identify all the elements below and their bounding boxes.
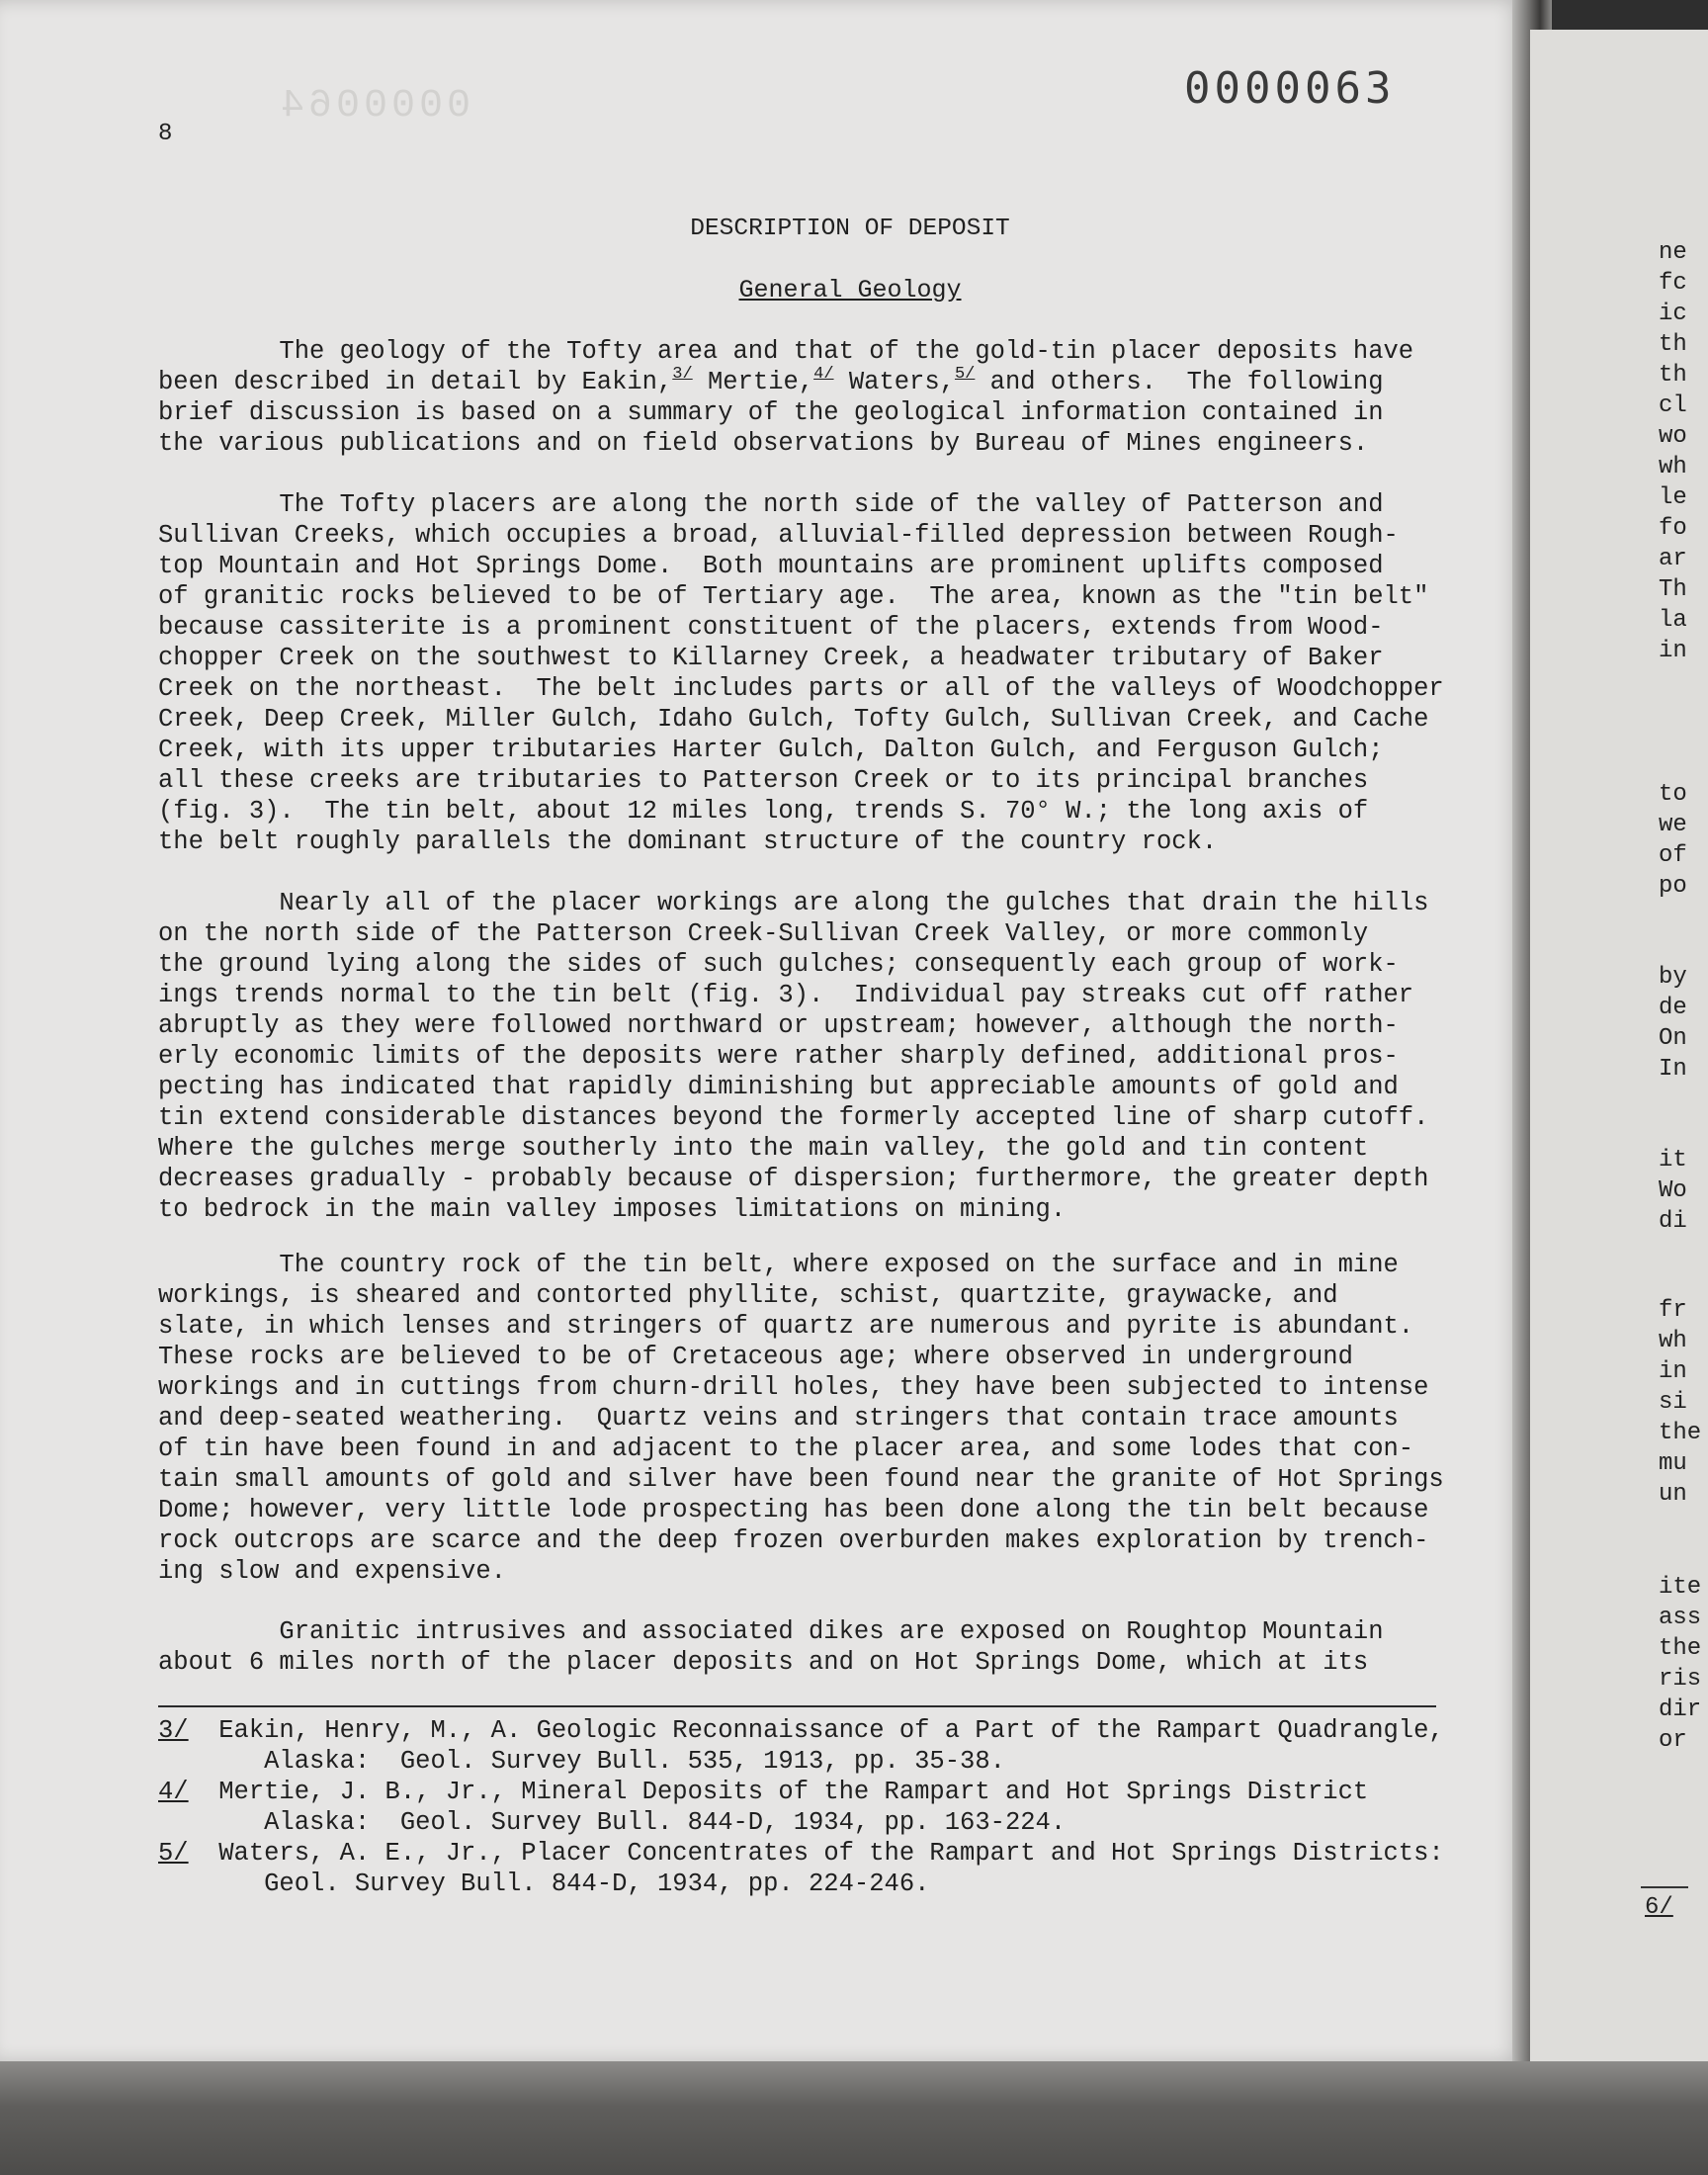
text-line: pecting has indicated that rapidly diminishing but appreciable amounts of gold and: [158, 1073, 1399, 1101]
text-line: of tin have been found in and adjacent to the placer area, and some lodes that con-: [158, 1435, 1414, 1463]
text-line: Creek, with its upper tributaries Harter Gulch, Dalton Gulch, and Ferguson Gulch;: [158, 736, 1384, 764]
text-line: erly economic limits of the deposits were rather sharply defined, additional pros-: [158, 1042, 1399, 1071]
footnote-rule: [158, 1705, 1436, 1707]
ghost-stamp: 0000064: [277, 84, 471, 129]
footnote-reference: 5/: [954, 365, 976, 384]
text-line: (fig. 3). The tin belt, about 12 miles long, trends S. 70° W.; the long axis of: [158, 797, 1369, 826]
text-line: the ground lying along the sides of such gulches; consequently each group of work-: [158, 950, 1399, 979]
footnote-line: Alaska: Geol. Survey Bull. 535, 1913, pp. 35-38.: [158, 1747, 1005, 1776]
footnote-number: 4/: [158, 1778, 189, 1806]
scanner-bed: [0, 2061, 1708, 2175]
paragraph-intro: [158, 336, 1463, 459]
footnote-number: 3/: [158, 1716, 189, 1745]
adjacent-page-text-3: by de On In: [1659, 964, 1687, 1083]
adjacent-footnote-number: 6/: [1645, 1894, 1673, 1921]
text-line: to bedrock in the main valley imposes limitations on mining.: [158, 1195, 1067, 1224]
text-line: slate, in which lenses and stringers of quartz are numerous and pyrite is abundant.: [158, 1312, 1414, 1341]
adjacent-page-text-6: ite ass the ris dir or: [1659, 1574, 1702, 1754]
footnote-line: 3/ Eakin, Henry, M., A. Geologic Reconnaissance of a Part of the Rampart Quadrangle,: [158, 1716, 1444, 1745]
text-line: Granitic intrusives and associated dikes are exposed on Roughtop Mountain: [158, 1617, 1384, 1646]
text-line: and deep-seated weathering. Quartz veins and stringers that contain trace amounts: [158, 1404, 1399, 1433]
page-number: 8: [158, 121, 173, 147]
text-line: workings and in cuttings from churn-drill holes, they have been subjected to intense: [158, 1373, 1429, 1402]
text-line: the various publications and on field observations by Bureau of Mines engineers.: [158, 429, 1369, 458]
footnotes: [158, 1715, 1444, 1899]
adjacent-page-text-5: fr wh in si the mu un: [1659, 1297, 1702, 1508]
footnote-line: Alaska: Geol. Survey Bull. 844-D, 1934, pp. 163-224.: [158, 1808, 1067, 1837]
text-line: brief discussion is based on a summary of the geological information contained in: [158, 398, 1384, 427]
text-line: tain small amounts of gold and silver have been found near the granite of Hot Springs: [158, 1465, 1444, 1494]
footnote-line: 4/ Mertie, J. B., Jr., Mineral Deposits of the Rampart and Hot Springs District: [158, 1778, 1369, 1806]
text-line: The geology of the Tofty area and that of the gold-tin placer deposits have: [158, 337, 1414, 366]
text-line: ing slow and expensive.: [158, 1557, 506, 1586]
footnote-number: 5/: [158, 1839, 189, 1868]
paragraph-country-rock: [158, 1250, 1463, 1587]
text-line: tin extend considerable distances beyond the formerly accepted line of sharp cutoff.: [158, 1103, 1429, 1132]
footnote-reference: 3/: [672, 365, 693, 384]
text-line: about 6 miles north of the placer deposits and on Hot Springs Dome, which at its: [158, 1648, 1369, 1677]
text-line: on the north side of the Patterson Creek-Sullivan Creek Valley, or more commonly: [158, 919, 1369, 948]
text-line: chopper Creek on the southwest to Killarney Creek, a headwater tributary of Baker: [158, 644, 1384, 672]
text-line: decreases gradually - probably because of dispersion; furthermore, the greater depth: [158, 1165, 1429, 1193]
paragraph-placer-workings: [158, 888, 1463, 1225]
text-line: Creek on the northeast. The belt includes parts or all of the valleys of Woodchopper: [158, 674, 1444, 703]
text-line: rock outcrops are scarce and the deep frozen overburden makes exploration by trench-: [158, 1526, 1429, 1555]
text-line: abruptly as they were followed northward or upstream; however, although the north-: [158, 1011, 1399, 1040]
text-line: top Mountain and Hot Springs Dome. Both mountains are prominent uplifts composed: [158, 552, 1384, 580]
text-line: been described in detail by Eakin,$^{3/}$ Mertie,$^{4/}$ Waters,$^{5/}$ and others. The following: [158, 365, 1384, 396]
section-heading: DESCRIPTION OF DEPOSIT: [690, 216, 1010, 242]
text-line: the belt roughly parallels the dominant structure of the country rock.: [158, 827, 1218, 856]
paragraph-granitic-intrusives: [158, 1616, 1463, 1678]
footnote-line: 5/ Waters, A. E., Jr., Placer Concentrates of the Rampart and Hot Springs Districts:: [158, 1839, 1444, 1868]
text-line: The country rock of the tin belt, where exposed on the surface and in mine: [158, 1251, 1399, 1279]
footnote-reference: 4/: [813, 365, 834, 384]
adjacent-footnote-rule: [1641, 1886, 1688, 1888]
text-line: Where the gulches merge southerly into the main valley, the gold and tin content: [158, 1134, 1369, 1163]
document-stamp: 0000063: [1184, 63, 1396, 114]
subsection-heading: General Geology: [738, 276, 962, 304]
text-line: workings, is sheared and contorted phyllite, schist, quartzite, graywacke, and: [158, 1281, 1338, 1310]
text-line: Creek, Deep Creek, Miller Gulch, Idaho Gulch, Tofty Gulch, Sullivan Creek, and Cache: [158, 705, 1429, 734]
text-line: of granitic rocks believed to be of Tertiary age. The area, known as the "tin belt": [158, 582, 1429, 611]
text-line: Dome; however, very little lode prospecting has been done along the tin belt because: [158, 1496, 1429, 1524]
text-line: The Tofty placers are along the north side of the valley of Patterson and: [158, 490, 1384, 519]
text-line: because cassiterite is a prominent constituent of the placers, extends from Wood-: [158, 613, 1384, 642]
adjacent-page-text-1: ne fc ic th th cl wo wh le fo ar Th la in: [1659, 239, 1687, 664]
text-line: all these creeks are tributaries to Patterson Creek or to its principal branches: [158, 766, 1369, 795]
text-line: Sullivan Creeks, which occupies a broad, alluvial-filled depression between Rough-: [158, 521, 1399, 550]
adjacent-page-text-4: it Wo di: [1659, 1147, 1687, 1235]
text-line: Nearly all of the placer workings are along the gulches that drain the hills: [158, 889, 1429, 917]
footnote-line: Geol. Survey Bull. 844-D, 1934, pp. 224-246.: [158, 1870, 930, 1898]
text-line: ings trends normal to the tin belt (fig. 3). Individual pay streaks cut off rather: [158, 981, 1414, 1009]
text-line: These rocks are believed to be of Cretaceous age; where observed in underground: [158, 1343, 1353, 1371]
paragraph-tofty-placers: [158, 489, 1463, 857]
adjacent-page-text-2: to we of po: [1659, 781, 1687, 900]
